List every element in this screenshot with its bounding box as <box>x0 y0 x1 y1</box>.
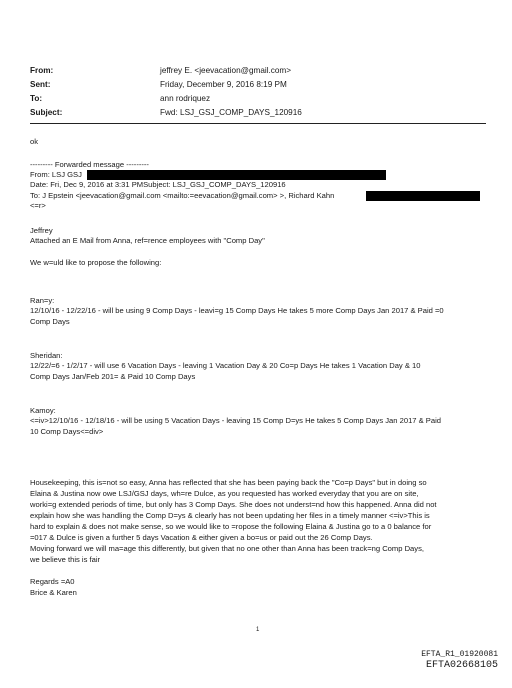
propose-line: We w=uld like to propose the following: <box>30 258 162 267</box>
footer-id-primary: EFTA_R1_01920081 <box>421 650 498 659</box>
housekeeping-line: worki=g extended periods of time, but only has 3 Comp Days. She does not underst=nd how this happened. Anna did not <box>30 500 437 509</box>
to-value: ann rodriquez <box>160 94 211 103</box>
kamoy-line: 10 Comp Days<=div> <box>30 427 104 436</box>
housekeeping-line: Moving forward we will ma=age this differently, but given that no one other than Anna has been track=ng Comp Days, <box>30 544 424 553</box>
housekeeping-line: Elaina & Justina now owe LSJ/GSJ days, wh=re Dulce, as you requested has worked everyday that you are on site, <box>30 489 419 498</box>
page-number: 1 <box>256 627 260 633</box>
redaction-box <box>366 191 480 201</box>
ran-name: Ran=y: <box>30 296 55 305</box>
to-label: To: <box>30 94 43 103</box>
fwd-from: From: LSJ GSJ <box>30 170 82 179</box>
housekeeping-line: explain how she was handling the Comp D=ys & clearly has not been updating her files in a timely manner <=iv>This is <box>30 511 430 520</box>
kamoy-line: <=iv>12/10/16 - 12/18/16 - will be using 5 Vacation Days - leaving 15 Comp D=ys He takes 5 Comp Days Jan 2017 & Paid <box>30 416 441 425</box>
fwd-to: To: J Epstein <jeevacation@gmail.com <mailto:=eevacation@gmail.com> >, Richard Kahn <box>30 191 335 200</box>
header-divider <box>30 123 486 124</box>
subject-value: Fwd: LSJ_GSJ_COMP_DAYS_120916 <box>160 108 302 117</box>
housekeeping-line: hard to explain & does not make sense, so we would like to =ropose the following Elaina & Justina go to a 0 balance for <box>30 522 432 531</box>
ran-line: 12/10/16 - 12/22/16 - will be using 9 Comp Days - leavi=g 15 Comp Days He takes 5 more Comp Days Jan 2017 & Paid =0 <box>30 306 444 315</box>
housekeeping-line: Housekeeping, this is=not so easy, Anna has reflected that she has been paying back the "Co=p Days" but in doing so <box>30 478 427 487</box>
footer-id-secondary: EFTA02668105 <box>425 660 498 671</box>
redaction-box <box>87 170 386 180</box>
fwd-br: <=r> <box>30 201 46 210</box>
sent-value: Friday, December 9, 2016 8:19 PM <box>160 80 287 89</box>
regards-line: Regards =A0 <box>30 577 75 586</box>
sent-label: Sent: <box>30 80 51 89</box>
ran-line: Comp Days <box>30 317 70 326</box>
housekeeping-line: we believe this is fair <box>30 555 101 564</box>
from-label: From: <box>30 66 54 75</box>
subject-label: Subject: <box>30 108 63 117</box>
intro-line: Attached an E Mail from Anna, ref=rence employees with "Comp Day" <box>30 236 265 245</box>
sheridan-name: Sheridan: <box>30 351 63 360</box>
fwd-date: Date: Fri, Dec 9, 2016 at 3:31 PMSubject: LSJ_GSJ_COMP_DAYS_120916 <box>30 180 286 189</box>
kamoy-name: Kamoy: <box>30 406 56 415</box>
greeting: Jeffrey <box>30 226 53 235</box>
body-ok: ok <box>30 137 39 146</box>
housekeeping-line: =017 & Dulce is given a further 5 days Vacation & either given a bo=us or paid out the 26 Comp Days. <box>30 533 373 542</box>
from-value: jeffrey E. <jeevacation@gmail.com> <box>160 66 292 75</box>
forwarded-marker: --------- Forwarded message --------- <box>30 160 149 169</box>
sheridan-line: Comp Days Jan/Feb 201= & Paid 10 Comp Days <box>30 372 196 381</box>
signoff-line: Brice & Karen <box>30 588 77 597</box>
sheridan-line: 12/22/=6 - 1/2/17 - will use 6 Vacation Days - leaving 1 Vacation Day & 20 Co=p Days He takes 1 Vacation Day & 10 <box>30 361 421 370</box>
